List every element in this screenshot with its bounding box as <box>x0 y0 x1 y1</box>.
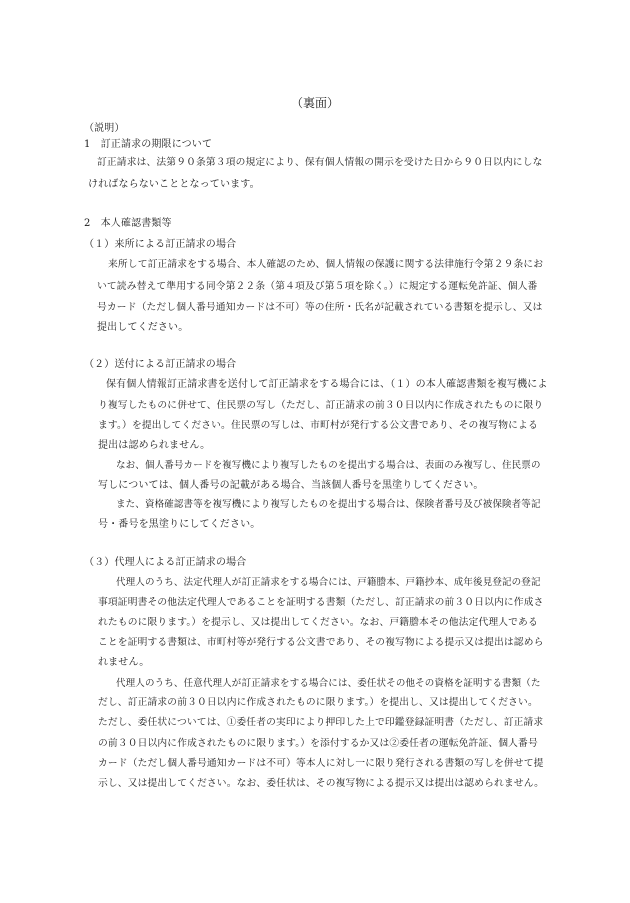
subsection-2-3-line: 事項証明書その他法定代理人であることを証明する書類（ただし、訂正請求の前３０日以内に作成さ <box>98 597 544 608</box>
subsection-2-2-line: なお、個人番号カードを複写機により複写したものを提出する場合は、表面のみ複写し、住民票の <box>116 460 541 471</box>
subsection-2-3-line: 代理人のうち、任意代理人が訂正請求をする場合には、委任状その他その資格を証明する書類（た <box>116 678 541 689</box>
subsection-2-3-line: だし、訂正請求の前３０日以内に作成されたものに限ります。）を提出し、又は提出してください。 <box>98 697 538 708</box>
subsection-2-2-line: 保有個人情報訂正請求書を送付して訂正請求をする場合には、（１）の本人確認書類を複写機によ <box>106 379 548 390</box>
section-1-line: ければならないこととなっています。 <box>88 179 260 190</box>
subsection-2-3-heading: （３）代理人による訂正請求の場合 <box>84 557 247 568</box>
section-1-line: 訂正請求は、法第９０条第３項の規定により、保有個人情報の開示を受けた日から９０日以内にしな <box>97 157 543 168</box>
section-1-heading: 1 訂正請求の期限について <box>84 139 213 150</box>
subsection-2-2-line: ます。）を提出してください。住民票の写しは、市町村が発行する公文書であり、その複写物による <box>98 420 538 431</box>
subsection-2-2-line: り複写したものに併せて、住民票の写し（ただし、訂正請求の前３０日以内に作成されたものに限り <box>98 400 544 411</box>
section-2-heading: 2 本人確認書類等 <box>84 218 172 229</box>
explanation-label: （説明） <box>84 123 125 134</box>
subsection-2-3-line: ことを証明する書類は、市町村等が発行する公文書であり、その複写物による提示又は提出は認めら <box>98 637 544 648</box>
subsection-2-2-line: 写しについては、個人番号の記載がある場合、当該個人番号を黒塗りしてください。 <box>98 480 484 491</box>
subsection-2-3-line: 示し、又は提出してください。なお、委任状は、その複写物による提示又は提出は認められません。 <box>98 778 545 789</box>
subsection-2-3-line: の前３０日以内に作成されたものに限ります。）を添付するか又は②委任者の運転免許証、個人番号 <box>98 738 538 749</box>
subsection-2-1-heading: （１）来所による訂正請求の場合 <box>84 239 237 250</box>
subsection-2-3-line: 代理人のうち、法定代理人が訂正請求をする場合には、戸籍謄本、戸籍抄本、成年後見登記の登記 <box>116 577 541 588</box>
subsection-2-2-heading: （２）送付による訂正請求の場合 <box>84 359 237 370</box>
subsection-2-1-line: いて読み替えて準用する同令第２２条（第４項及び第５項を除く。）に規定する運転免許証、個人番 <box>97 281 538 292</box>
subsection-2-3-line: カード（ただし個人番号通知カードは不可）等本人に対し一に限り発行される書類の写しを併せて提 <box>98 758 544 769</box>
subsection-2-3-line: れたものに限ります。）を提示し、又は提出してください。なお、戸籍謄本その他法定代理人である <box>98 617 538 628</box>
subsection-2-3-line: れません。 <box>98 657 150 668</box>
page-title: （裏面） <box>290 96 339 110</box>
subsection-2-2-line: 提出は認められません。 <box>98 440 211 451</box>
subsection-2-1-line: 来所して訂正請求をする場合、本人確認のため、個人情報の保護に関する法律施行令第２９条にお <box>108 259 544 270</box>
subsection-2-2-line: また、資格確認書等を複写機により複写したものを提出する場合は、保険者番号及び被保険者等記 <box>116 499 541 510</box>
subsection-2-1-line: 提出してください。 <box>97 322 189 333</box>
subsection-2-2-line: 号・番号を黒塗りにしてください。 <box>98 519 261 530</box>
subsection-2-3-line: ただし、委任状については、①委任者の実印により押印した上で印鑑登録証明書（ただし、訂正請求 <box>98 717 544 728</box>
subsection-2-1-line: 号カード（ただし個人番号通知カードは不可）等の住所・氏名が記載されている書類を提示し、又は <box>97 302 543 313</box>
